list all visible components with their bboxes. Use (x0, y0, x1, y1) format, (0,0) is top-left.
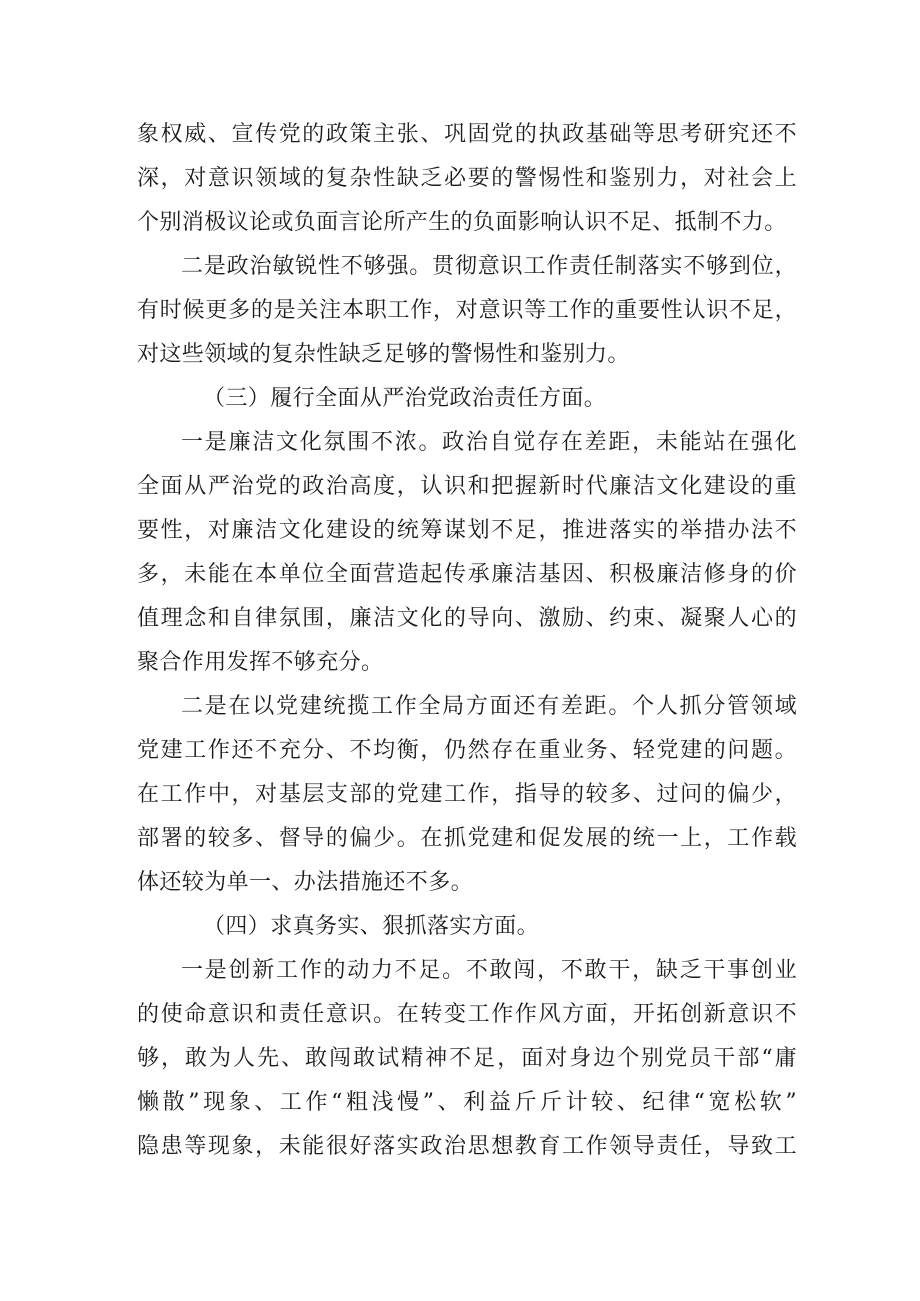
section-heading (137, 905, 797, 949)
text-line: 的使命意识和责任意识。在转变工作作风方面，开拓创新意识不 (137, 1002, 797, 1027)
text-line: 个别消极议论或负面言论所产生的负面影响认识不足、抵制不力。 (137, 210, 787, 235)
text-line: 够，敢为人先、敢闯敢试精神不足，面对身边个别党员干部“庸 (137, 1046, 797, 1071)
text-line: 聚合作用发挥不够充分。 (137, 650, 384, 675)
paragraph (137, 949, 797, 1169)
text-line: 有时候更多的是关注本职工作，对意识等工作的重要性认识不足， (137, 298, 797, 323)
text-line: 值理念和自律氛围，廉洁文化的导向、激励、约束、凝聚人心的 (137, 606, 797, 631)
text-line: 党建工作还不充分、不均衡，仍然存在重业务、轻党建的问题。 (137, 738, 797, 763)
text-line: 体还较为单一、办法措施还不多。 (137, 870, 474, 895)
text-line: 一是创新工作的动力不足。不敢闯，不敢干，缺乏干事创业 (181, 958, 797, 983)
text-line: 懒散”现象、工作“粗浅慢”、利益斤斤计较、纪律“宽松软” (137, 1090, 797, 1115)
text-line: 多，未能在本单位全面营造起传承廉洁基因、积极廉洁修身的价 (137, 562, 797, 587)
text-line: 象权威、宣传党的政策主张、巩固党的执政基础等思考研究还不 (137, 122, 797, 147)
text-line: 隐患等现象，未能很好落实政治思想教育工作领导责任，导致工 (137, 1134, 797, 1159)
paragraph (137, 685, 797, 905)
paragraph (137, 113, 797, 245)
text-line: 全面从严治党的政治高度，认识和把握新时代廉洁文化建设的重 (137, 474, 797, 499)
text-line: 二是政治敏锐性不够强。贯彻意识工作责任制落实不够到位， (181, 254, 797, 279)
text-line: 要性，对廉洁文化建设的统筹谋划不足，推进落实的举措办法不 (137, 518, 797, 543)
paragraph (137, 421, 797, 685)
text-line: 深，对意识领域的复杂性缺乏必要的警惕性和鉴别力，对社会上 (137, 166, 797, 191)
heading-line: （四）求真务实、狠抓落实方面。 (203, 914, 540, 939)
heading-line: （三）履行全面从严治党政治责任方面。 (203, 386, 607, 411)
text-line: 在工作中，对基层支部的党建工作，指导的较多、过问的偏少， (137, 782, 797, 807)
section-heading (137, 377, 797, 421)
text-line: 对这些领域的复杂性缺乏足够的警惕性和鉴别力。 (137, 342, 630, 367)
text-line: 二是在以党建统揽工作全局方面还有差距。个人抓分管领域 (181, 694, 797, 719)
text-line: 部署的较多、督导的偏少。在抓党建和促发展的统一上，工作载 (137, 826, 797, 851)
text-line: 一是廉洁文化氛围不浓。政治自觉存在差距，未能站在强化 (181, 430, 797, 455)
paragraph (137, 245, 797, 377)
document-body (137, 113, 797, 1169)
